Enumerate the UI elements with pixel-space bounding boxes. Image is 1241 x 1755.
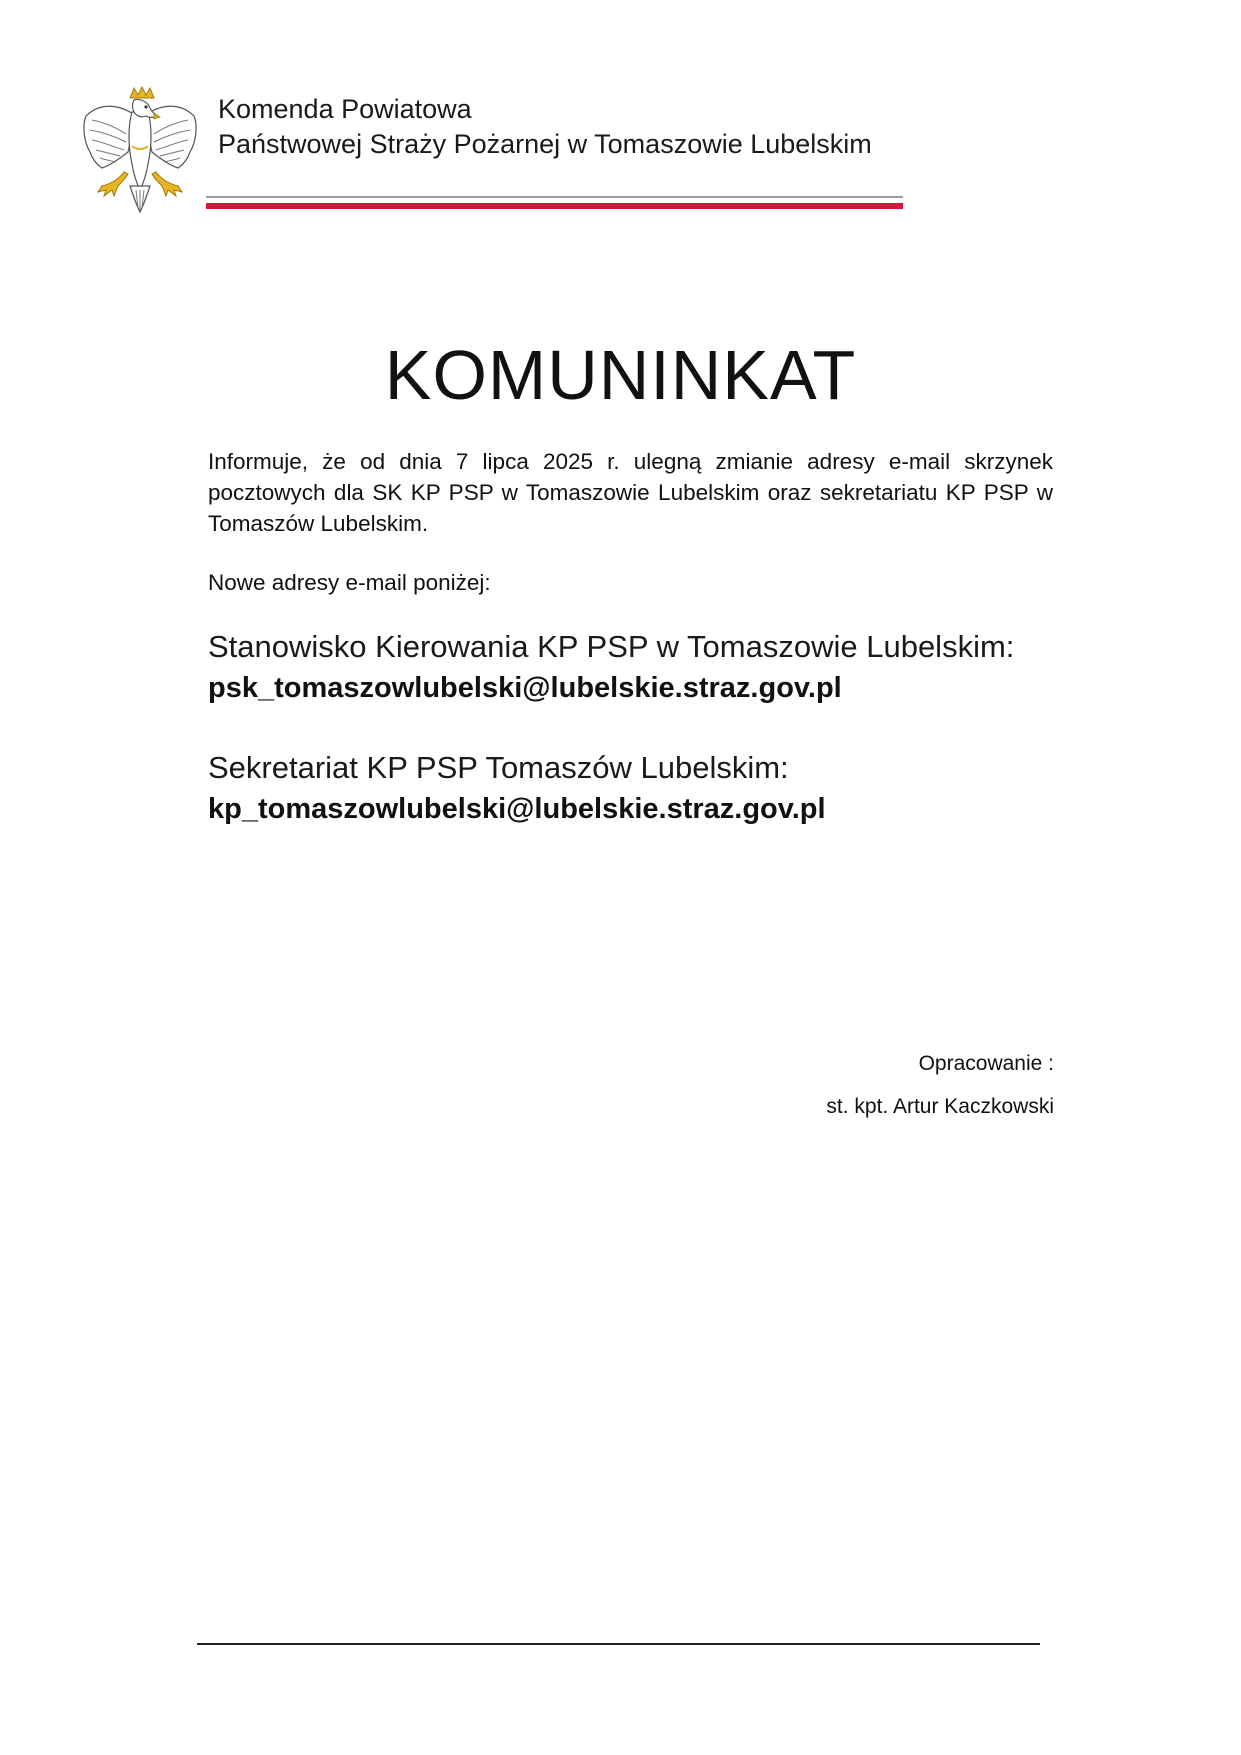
polish-eagle-emblem-icon: [80, 86, 200, 214]
document-title: KOMUNINKAT: [384, 336, 857, 414]
contact-label-dispatch: Stanowisko Kierowania KP PSP w Tomaszowie Lubelskim:: [208, 629, 1015, 664]
contact-email-secretariat[interactable]: kp_tomaszowlubelski@lubelskie.straz.gov.pl: [208, 793, 826, 825]
footer-divider: [197, 1643, 1040, 1645]
announcement-paragraph: Informuje, że od dnia 7 lipca 2025 r. ulegną zmianie adresy e-mail skrzynek pocztowych dla SK KP PSP w Tomaszowie Lubelskim oraz sekretariatu KP PSP w Tomaszów Lubelskim.: [208, 449, 1053, 536]
announcement-body: [208, 446, 1053, 539]
header-divider-red: [206, 203, 903, 209]
institution-name-line-2: Państwowej Straży Pożarnej w Tomaszowie Lubelskim: [218, 129, 872, 159]
institution-name: [218, 92, 872, 162]
header-divider-gray: [206, 196, 903, 198]
prepared-by-label: Opracowanie :: [918, 1052, 1054, 1075]
author-name: st. kpt. Artur Kaczkowski: [826, 1095, 1054, 1118]
new-addresses-intro: Nowe adresy e-mail poniżej:: [208, 570, 491, 595]
contact-email-dispatch[interactable]: psk_tomaszowlubelski@lubelskie.straz.gov.pl: [208, 672, 842, 704]
contact-label-secretariat: Sekretariat KP PSP Tomaszów Lubelskim:: [208, 750, 789, 785]
institution-name-line-1: Komenda Powiatowa: [218, 94, 472, 124]
